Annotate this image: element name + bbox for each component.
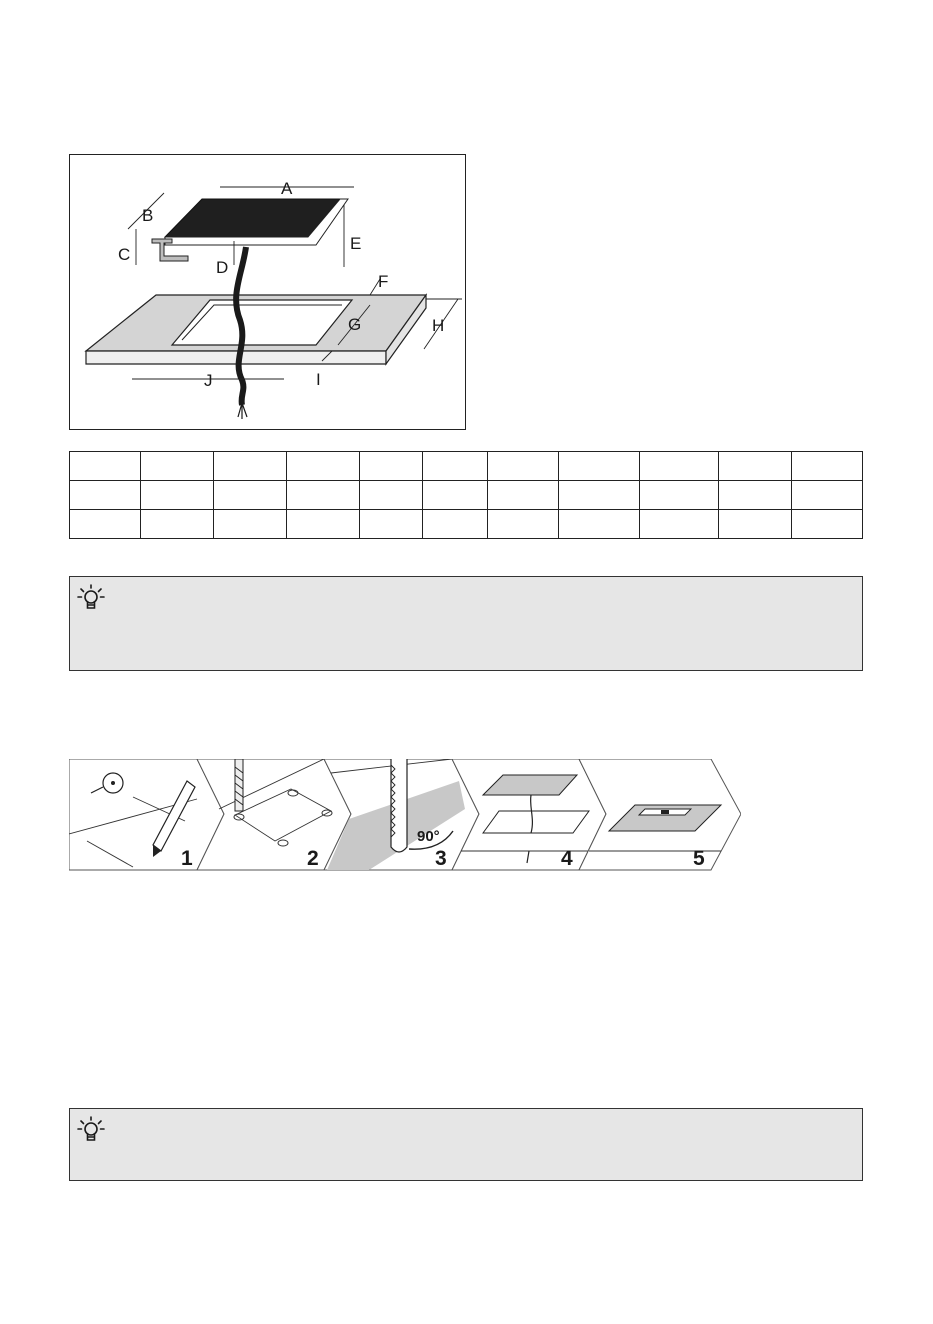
table-cell [792,452,863,481]
table-cell [70,452,141,481]
table-cell [640,452,719,481]
label-d: D [216,258,229,277]
table-cell [423,481,488,510]
table-row [70,481,863,510]
table-cell [792,510,863,539]
table-cell [214,452,287,481]
table-cell [559,510,640,539]
installation-dimensions-figure [69,154,466,430]
step-number: 1 [181,847,193,870]
table-cell [214,481,287,510]
dimension-table [69,451,863,539]
table-cell [488,452,559,481]
installation-steps-strip [69,759,741,871]
table-cell [719,452,792,481]
table-row [70,452,863,481]
table-cell [360,452,423,481]
lightbulb-icon [77,1115,105,1150]
table-cell [141,452,214,481]
tip-box [69,1108,863,1181]
label-i: I [316,370,321,389]
label-a: A [281,179,293,198]
table-cell [287,510,360,539]
step-1-panel [69,759,224,870]
table-cell [287,452,360,481]
table-cell [423,510,488,539]
table-cell [214,510,287,539]
table-cell [488,481,559,510]
table-cell [792,481,863,510]
table-cell [423,452,488,481]
step-number: 5 [693,847,705,870]
step-number: 4 [561,847,573,870]
table-row [70,510,863,539]
table-cell [360,481,423,510]
table-cell [559,452,640,481]
angle-label: 90° [417,828,440,845]
hob-cutout-diagram [70,155,467,431]
table-cell [719,510,792,539]
tip-box [69,576,863,671]
label-h: H [432,316,445,335]
step-number: 2 [307,847,319,870]
label-b: B [142,206,154,225]
step-number: 3 [435,847,447,870]
table-cell [287,481,360,510]
label-g: G [348,315,362,334]
table-cell [640,510,719,539]
label-e: E [350,234,362,253]
table-cell [719,481,792,510]
table-cell [640,481,719,510]
drill-bit-icon [235,759,243,811]
jigsaw-blade-icon [391,759,407,852]
label-f: F [378,272,389,291]
lightbulb-icon [77,583,105,618]
label-c: C [118,245,131,264]
table-cell [488,510,559,539]
installation-steps-illustration [69,759,741,871]
table-cell [559,481,640,510]
table-cell [141,510,214,539]
table-cell [70,510,141,539]
spirit-level-icon [639,809,691,815]
label-j: J [204,371,213,390]
table-cell [141,481,214,510]
table-cell [70,481,141,510]
table-cell [360,510,423,539]
